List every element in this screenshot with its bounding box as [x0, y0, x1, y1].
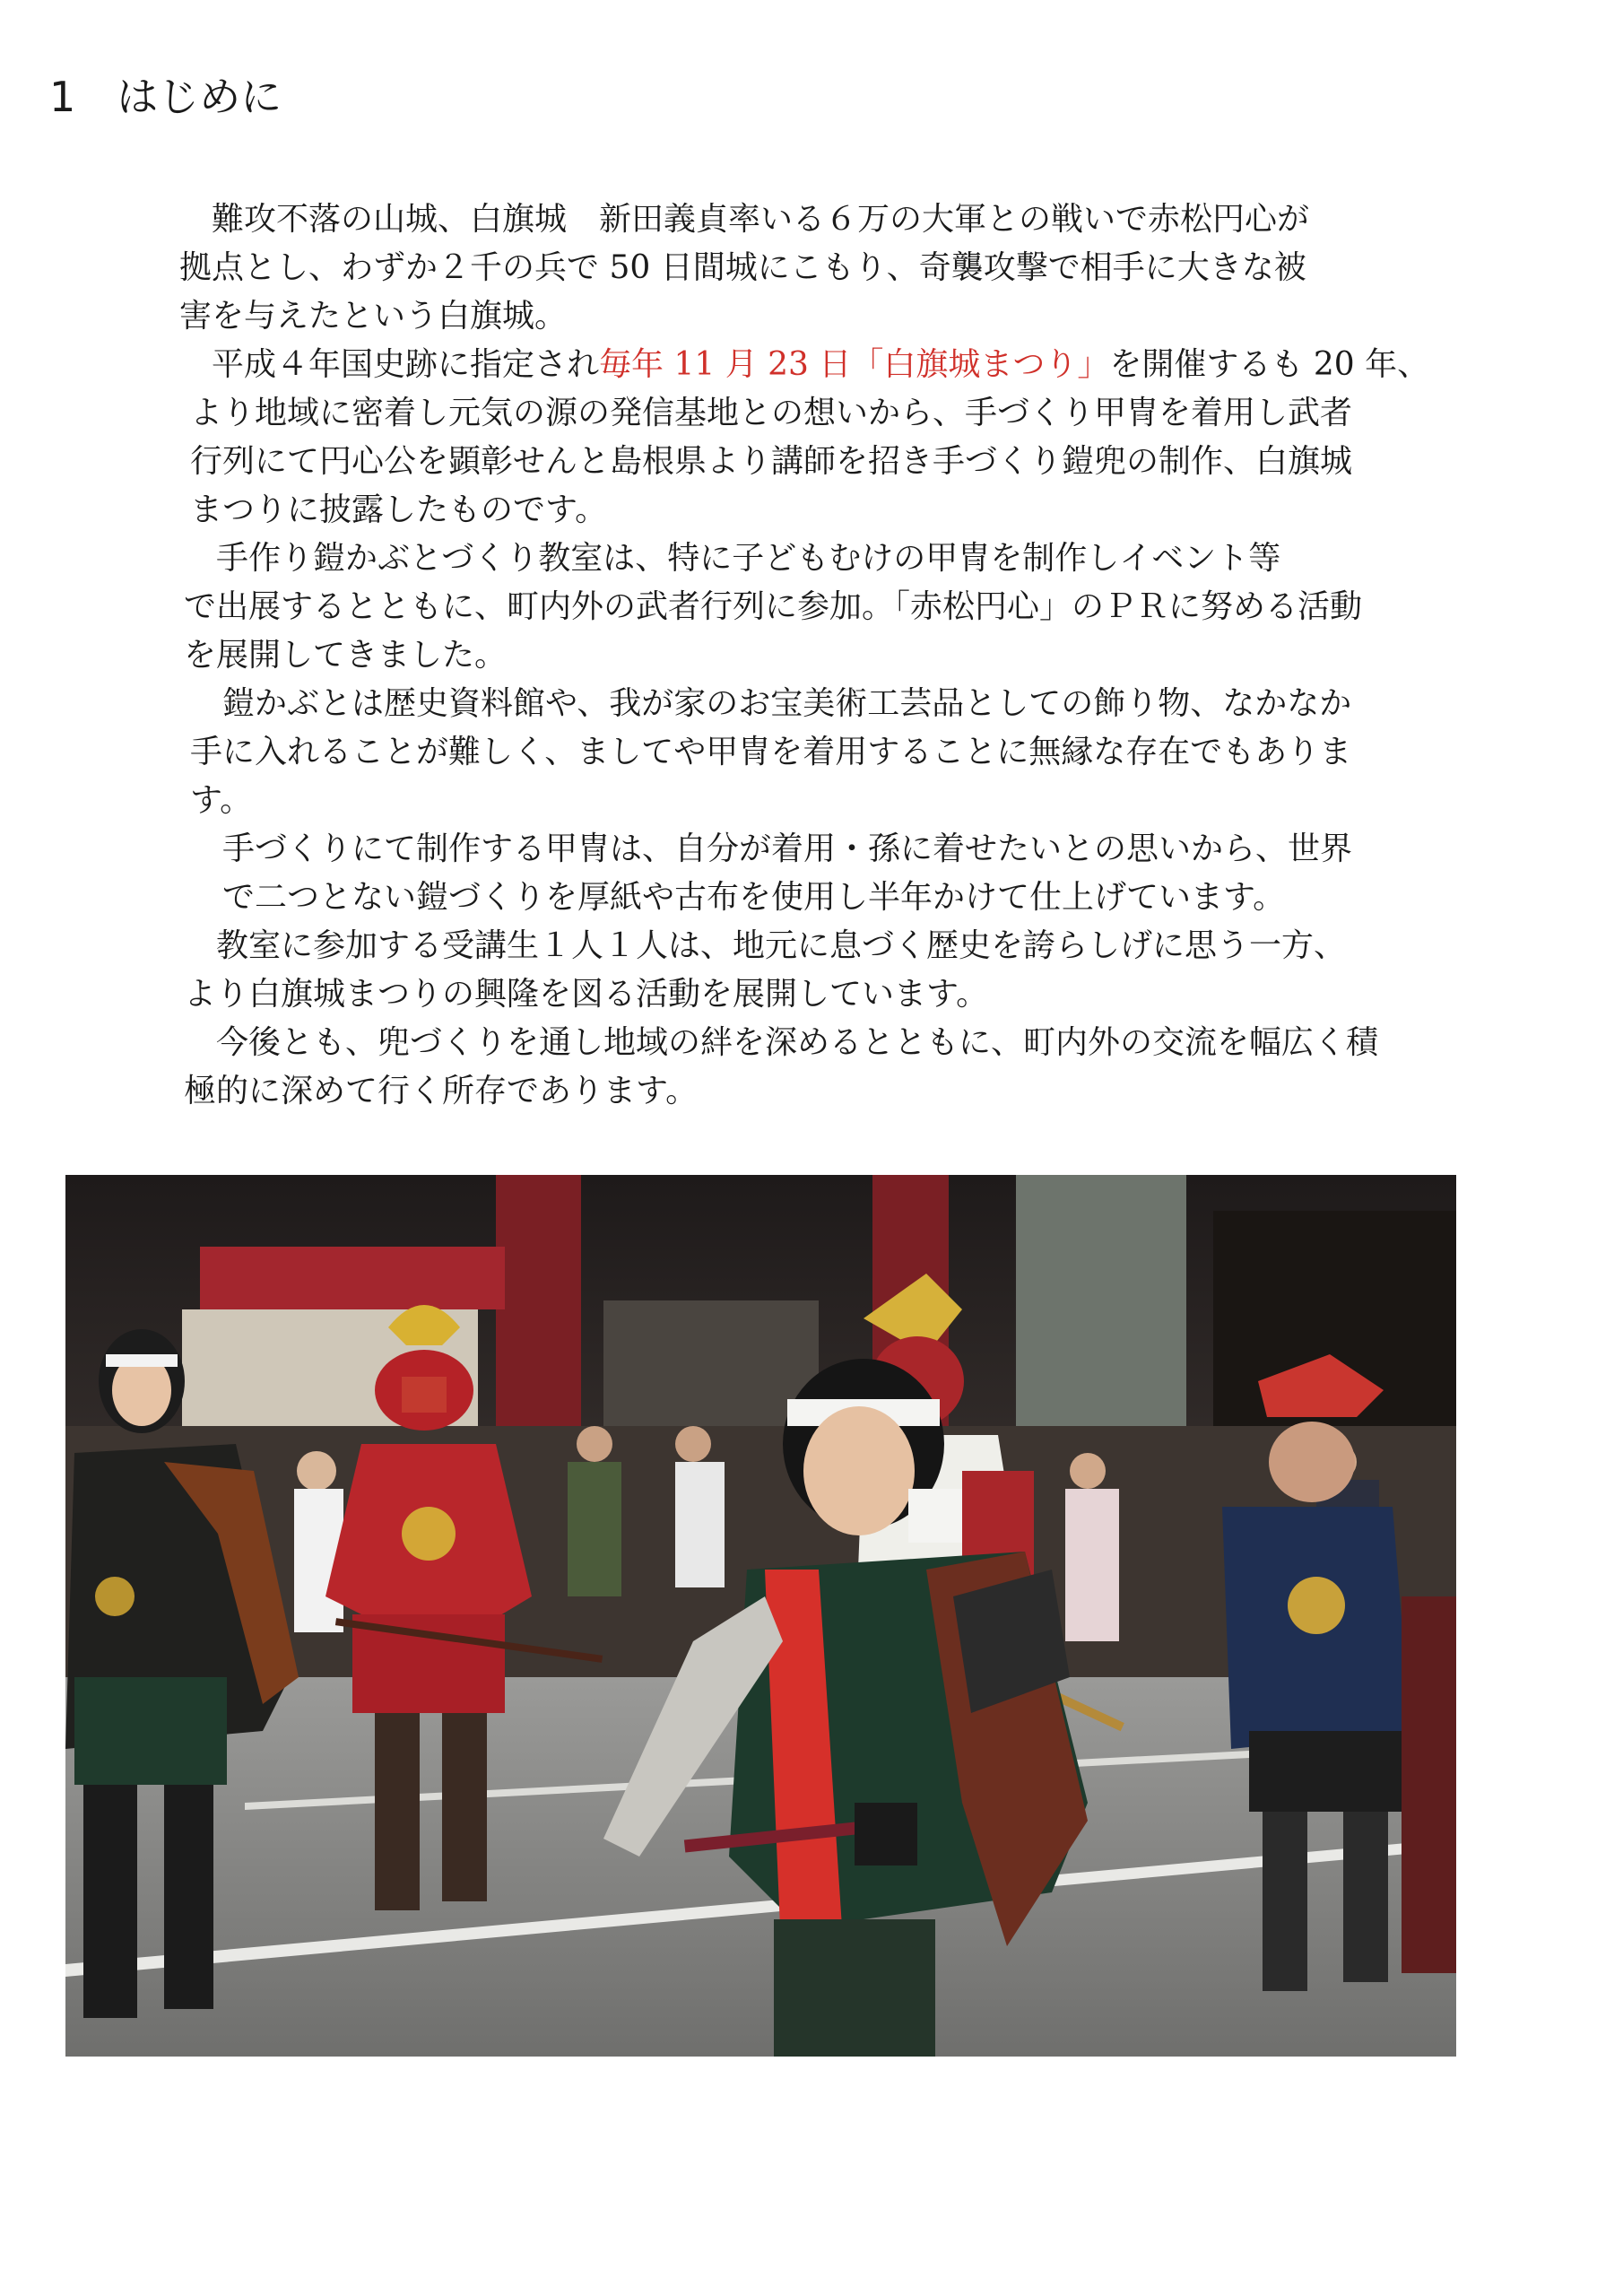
- text-line: 極的に深めて行く所存であります。: [184, 1073, 699, 1109]
- festival-date-highlight: 毎年 11 月 23 日「白旗城まつり」: [599, 346, 1110, 383]
- text-line: 害を与えたという白旗城。: [179, 298, 568, 335]
- spectator: [675, 1462, 725, 1587]
- text-line: 行列にて円心公を顕彰せんと島根県より講師を招き手づくり鎧兜の制作、白旗城: [190, 443, 1353, 480]
- text-line: 難攻不落の山城、白旗城 新田義貞率いる６万の大軍との戦いで赤松円心が: [179, 201, 1310, 238]
- spectator: [1065, 1489, 1119, 1641]
- text-line: 手に入れることが難しく、ましてや甲冑を着用することに無縁な存在でもありま: [190, 734, 1352, 770]
- spectator: [297, 1451, 336, 1491]
- samurai-parade-photo: [65, 1175, 1456, 2057]
- text-line: 拠点とし、わずか２千の兵で 50 日間城にこもり、奇襲攻撃で相手に大きな被: [179, 249, 1306, 286]
- spectator: [675, 1426, 711, 1462]
- text-line: 教室に参加する受講生１人１人は、地元に息づく歴史を誇らしげに思う一方、: [184, 927, 1347, 964]
- awning: [200, 1247, 505, 1309]
- text-line: 鎧かぶとは歴史資料館や、我が家のお宝美術工芸品としての飾り物、なかなか: [190, 685, 1352, 722]
- text-line: を展開してきました。: [184, 637, 508, 674]
- text-line: 手づくりにて制作する甲冑は、自分が着用・孫に着せたいとの思いから、世界: [190, 831, 1353, 867]
- spectator: [568, 1462, 621, 1596]
- spectator: [577, 1426, 612, 1462]
- text-line: より地域に密着し元気の源の発信基地との想いから、手づくり甲冑を着用し武者: [190, 395, 1353, 431]
- page-heading: 1 はじめに: [49, 73, 282, 121]
- text-line: で出展するとともに、町内外の武者行列に参加。「赤松円心」のＰＲに努める活動: [184, 588, 1363, 625]
- text-line: より白旗城まつりの興隆を図る活動を展開しています。: [184, 976, 989, 1013]
- text-line: まつりに披露したものです。: [190, 491, 608, 528]
- text-line: 今後とも、兜づくりを通し地域の絆を深めるとともに、町内外の交流を幅広く積: [184, 1024, 1379, 1061]
- text-line: 手作り鎧かぶとづくり教室は、特に子どもむけの甲冑を制作しイベント等: [184, 540, 1281, 577]
- text-line: で二つとない鎧づくりを厚紙や古布を使用し半年かけて仕上げています。: [190, 879, 1286, 916]
- samurai-edge: [1402, 1596, 1456, 1973]
- spectator: [1070, 1453, 1106, 1489]
- text-line: す。: [190, 782, 253, 819]
- text-line: 平成４年国史跡に指定され毎年 11 月 23 日「白旗城まつり」を開催するも 20 年、: [179, 346, 1430, 383]
